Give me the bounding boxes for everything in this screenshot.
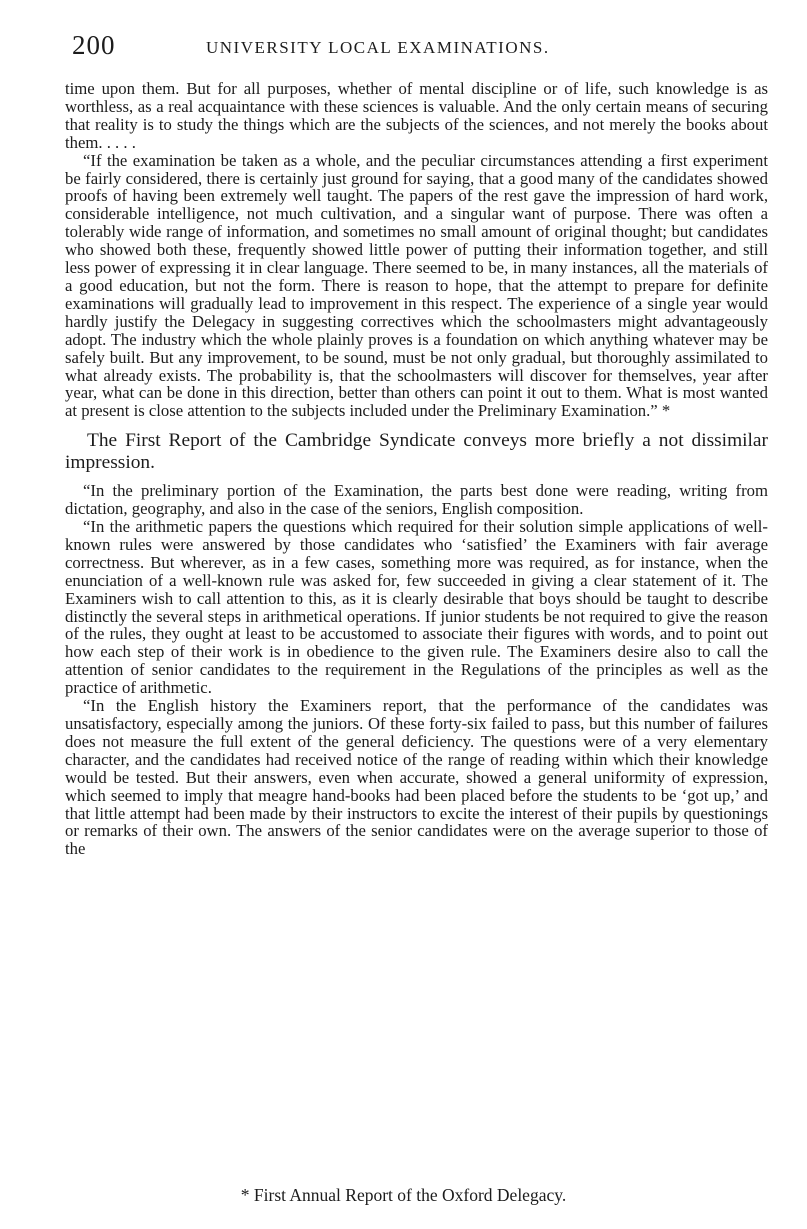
page-number: 200 <box>72 30 116 60</box>
paragraph-continuation: time upon them. But for all purposes, whether of mental discipline or of life, such knowledge is as worthless, as a real acquaintance with these sciences is valuable. And the only certain means of securing that reality is to study the things which are the subjects of the sciences, and not merely the books about them. . . . . <box>65 79 768 152</box>
cambridge-quote <box>65 482 768 858</box>
footnote: * First Annual Report of the Oxford Delegacy. <box>240 1185 567 1205</box>
running-head: UNIVERSITY LOCAL EXAMINATIONS. <box>206 38 550 57</box>
page-body <box>65 80 768 858</box>
paragraph-examination-whole: “If the examination be taken as a whole, and the peculiar circumstances attending a first experiment be fairly considered, there is certainly just ground for saying, that a good many of the candidates showed proofs of having been extremely well taught. The papers of the rest gave the impression of hard work, considerable intelligence, not much cultivation, and a singular want of purpose. There was often a tolerably wide range of information, and sometimes no small amount of original thought; but candidates who showed both these, frequently showed little power of putting their information together, and still less power of expressing it in clear language. There seemed to be, in many instances, all the materials of a good education, but not the form. There is reason to hope, that the attempt to prepare for definite examinations will gradually lead to improvement in this respect. The experience of a single year would hardly justify the Delegacy in suggesting correctives which the schoolmasters might advantageously adopt. The industry which the whole plainly proves is a foundation on which anything whatever may be safely built. But any improvement, to be sound, must be not only gradual, but thoroughly assimilated to what already exists. The probability is, that the schoolmasters will discover for themselves, year after year, what can be done in this direction, better than others can point it out to them. What is most wanted at present is close attention to the subjects included under the Preliminary Examination.” * <box>65 150 768 421</box>
page-header <box>72 30 767 70</box>
paragraph-english-history: “In the English history the Examiners report, that the performance of the candidates was unsatisfactory, especially among the juniors. Of these forty-six failed to pass, but this number of failures does not measure the full extent of the general deficiency. The questions were of a very elementary character, and the candidates had received notice of the range of reading within which their knowledge would be tested. But their answers, even when accurate, showed a general uniformity of expression, which seemed to imply that meagre hand-books had been placed before the students to be ‘got up,’ and that little attempt had been made by their instructors to excite the interest of their pupils by questionings or remarks of their own. The answers of the senior candidates were on the average superior to those of the <box>65 696 768 859</box>
paragraph-arithmetic: “In the arithmetic papers the questions which required for their solution simple applications of well-known rules were answered by those candidates who ‘satisfied’ the Examiners with fair average correctness. But wherever, as in a few cases, something more was required, as for instance, when the enunciation of a well-known rule was asked for, few succeeded in giving a clear statement of it. The Examiners wish to call attention to this, as it is clearly desirable that boys should be taught to describe distinctly the several steps in arithmetical operations. If junior students be not required to give the reason of the rules, they ought at least to be accustomed to associate their figures with words, and to point out how each step of their work is in obedience to the given rule. The Examiners desire also to call the attention of senior candidates to the requirement in the Regulations of the principles as well as the practice of arithmetic. <box>65 517 768 698</box>
oxford-quote <box>65 80 768 420</box>
paragraph-cambridge-intro: The First Report of the Cambridge Syndicate conveys more briefly a not dissimilar impression. <box>65 430 768 474</box>
paragraph-preliminary: “In the preliminary portion of the Examination, the parts best done were reading, writing from dictation, geography, and also in the case of the seniors, English composition. <box>65 481 768 519</box>
